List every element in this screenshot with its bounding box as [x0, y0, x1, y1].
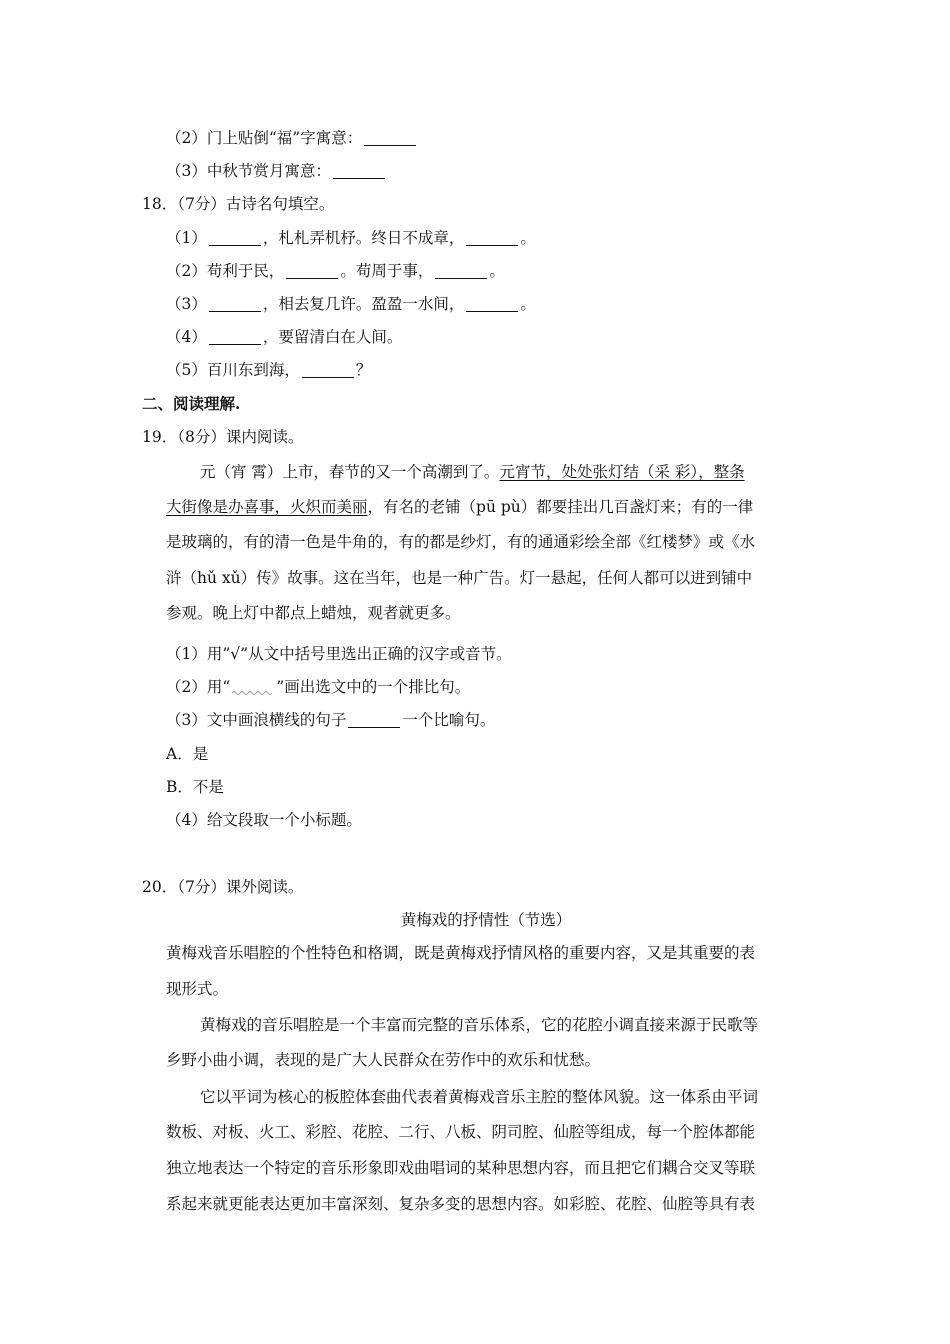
answer-blank[interactable]: [209, 295, 261, 312]
article-line: 黄梅戏音乐唱腔的个性特色和格调，既是黄梅戏抒情风格的重要内容，又是其重要的表: [166, 944, 756, 962]
article-line: 黄梅戏的音乐唱腔是一个丰富而完整的音乐体系，它的花腔小调直接来源于民歌等: [200, 1016, 759, 1034]
q19-passage-line1: 元（宵 霄）上市，春节的又一个高潮到了。元宵节，处处张灯结（采 彩），整条: [200, 463, 745, 481]
article-line: 它以平词为核心的板腔体套曲代表着黄梅戏音乐主腔的整体风貌。这一体系由平词: [200, 1088, 759, 1106]
answer-blank[interactable]: [466, 229, 518, 246]
article-line: 数板、对板、火工、彩腔、花腔、二行、八板、阴司腔、仙腔等组成，每一个腔体都能: [166, 1123, 756, 1141]
underlined-sentence: 大街像是办喜事，火炽而美丽: [166, 498, 368, 516]
q19-sub3: （3）文中画浪横线的句子 一个比喻句。: [166, 711, 496, 729]
q19-stem: 19．（8分）课内阅读。: [142, 428, 304, 446]
wavy-line-icon: [230, 682, 276, 696]
q19-passage-line4: 浒（hǔ xǔ）传》故事。这在当年，也是一种广告。灯一悬起，任何人都可以进到铺中: [166, 569, 753, 587]
q18-line5: （5）百川东到海， ？: [166, 361, 372, 379]
q18-line1: （1） ，札札弄机杼。终日不成章， 。: [166, 229, 536, 247]
article-line: 现形式。: [166, 980, 229, 998]
q17-sub2: （2）门上贴倒“福”字寓意：: [166, 128, 418, 148]
q18-line3: （3） ，相去复几许。盈盈一水间， 。: [166, 295, 536, 313]
q18-line2: （2）苟利于民， 。苟周于事， 。: [166, 262, 505, 280]
answer-blank[interactable]: [364, 129, 416, 146]
q19-sub1: （1）用”√”从文中括号里选出正确的汉字或音节。: [166, 645, 512, 663]
q19-passage-line2: 大街像是办喜事，火炽而美丽，有名的老铺（pū pù）都要挂出几百盏灯来；有的一律: [166, 498, 754, 516]
section-heading: 二、阅读理解.: [142, 394, 241, 413]
article-line: 独立地表达一个特定的音乐形象即戏曲唱词的某种思想内容，而且把它们耦合交叉等联: [166, 1159, 756, 1177]
answer-blank[interactable]: [466, 295, 518, 312]
answer-blank[interactable]: [435, 262, 487, 279]
article-title: 黄梅戏的抒情性（节选）: [400, 911, 572, 929]
q17-sub3: （3）中秋节赏月寓意：: [166, 161, 387, 181]
q19-option-a[interactable]: A．是: [166, 745, 209, 763]
q19-option-b[interactable]: B．不是: [166, 778, 224, 796]
answer-blank[interactable]: [209, 328, 261, 345]
q18-line4: （4） ，要留清白在人间。: [166, 328, 403, 346]
answer-blank[interactable]: [348, 711, 400, 728]
article-line: 乡野小曲小调，表现的是广大人民群众在劳作中的欢乐和忧愁。: [166, 1051, 601, 1069]
q18-stem: 18．（7分）古诗名句填空。: [142, 195, 335, 213]
q19-passage-line5: 参观。晚上灯中都点上蜡烛，观者就更多。: [166, 604, 461, 622]
article-line: 系起来就更能表达更加丰富深刻、复杂多变的思想内容。如彩腔、花腔、仙腔等具有表: [166, 1195, 756, 1213]
q19-passage-line3: 是玻璃的，有的清一色是牛角的，有的都是纱灯，有的通通彩绘全部《红楼梦》或《水: [166, 533, 756, 551]
underlined-sentence: 元宵节，处处张灯结（采 彩），整条: [499, 463, 745, 481]
q19-sub4: （4）给文段取一个小标题。: [166, 811, 362, 829]
q19-sub2: （2）用“ ”画出选文中的一个排比句。: [166, 678, 471, 696]
q20-stem: 20．（7分）课外阅读。: [142, 878, 304, 896]
answer-blank[interactable]: [333, 162, 385, 179]
answer-blank[interactable]: [286, 262, 338, 279]
answer-blank[interactable]: [302, 361, 354, 378]
answer-blank[interactable]: [209, 229, 261, 246]
